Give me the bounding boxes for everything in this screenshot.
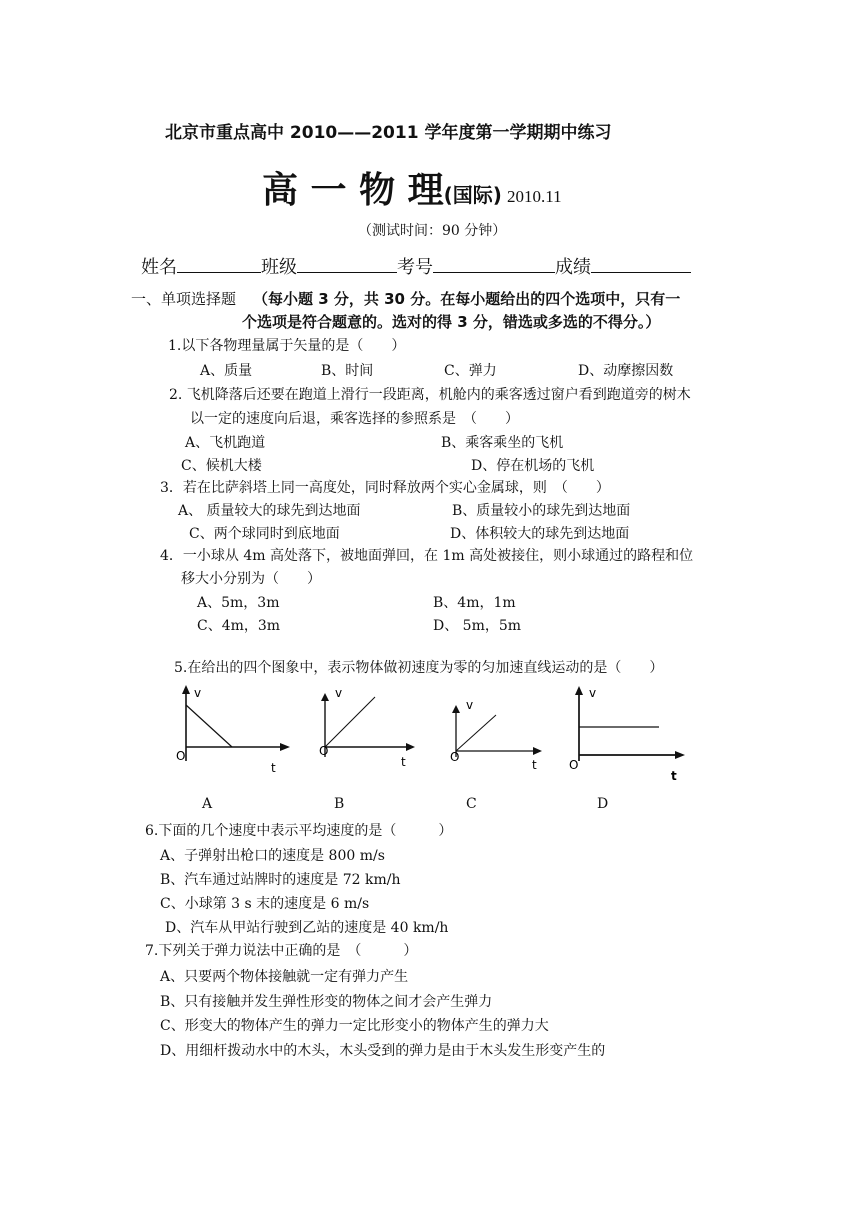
q5-graph-c bbox=[446, 697, 556, 777]
q7-option-b: B、只有接触并发生弹性形变的物体之间才会产生弹力 bbox=[160, 994, 493, 1010]
q7-option-c: C、形变大的物体产生的弹力一定比形变小的物体产生的弹力大 bbox=[160, 1018, 549, 1034]
info-fields bbox=[141, 253, 691, 279]
q5-graph-d bbox=[565, 683, 695, 783]
q2-stem-1: 2. 飞机降落后还要在跑道上滑行一段距离，机舱内的乘客透过窗户看到跑道旁的树木 bbox=[169, 387, 691, 403]
class-blank[interactable] bbox=[297, 256, 397, 273]
exam-no-blank[interactable] bbox=[433, 256, 555, 273]
q2-stem-2: 以一定的速度向后退，乘客选择的参照系是 （ ） bbox=[190, 411, 519, 427]
q4-option-c: C、4m，3m bbox=[197, 618, 281, 634]
q1-option-c: C、弹力 bbox=[444, 363, 497, 379]
q1-option-d: D、动摩擦因数 bbox=[578, 363, 674, 379]
graph-b-origin-label: O bbox=[319, 744, 329, 758]
exam-title: 北京市重点高中 2010——2011 学年度第一学期期中练习 bbox=[165, 123, 612, 143]
graph-d-t-label: t bbox=[671, 769, 677, 783]
q5-graph-a bbox=[170, 683, 300, 778]
subject-tag: (国际) bbox=[443, 183, 502, 207]
graph-c-t-label: t bbox=[532, 758, 537, 772]
section-instruction-2: 个选项是符合题意的。选对的得 3 分，错选或多选的不得分。） bbox=[242, 313, 661, 331]
q5-graph-b bbox=[315, 683, 425, 778]
q3-option-b: B、质量较小的球先到达地面 bbox=[452, 503, 631, 519]
q2-option-b: B、乘客乘坐的飞机 bbox=[441, 435, 564, 451]
q4-stem-1: 4．一小球从 4m 高处落下，被地面弹回，在 1m 高处被接住，则小球通过的路程和位 bbox=[160, 548, 694, 564]
score-blank[interactable] bbox=[591, 256, 691, 273]
q3-option-a: A、 质量较大的球先到达地面 bbox=[178, 503, 361, 519]
q5-graph-c-label: C bbox=[466, 796, 477, 812]
q5-graph-a-label: A bbox=[202, 796, 213, 812]
q2-option-a: A、飞机跑道 bbox=[185, 435, 266, 451]
q4-option-b: B、4m，1m bbox=[433, 595, 516, 611]
q6-stem: 6.下面的几个速度中表示平均速度的是（ ） bbox=[145, 823, 453, 839]
q2-option-c: C、候机大楼 bbox=[181, 458, 262, 474]
time-note: （测试时间：90 分钟） bbox=[358, 223, 507, 239]
q6-option-b: B、汽车通过站牌时的速度是 72 km/h bbox=[160, 872, 401, 888]
q1-option-b: B、时间 bbox=[321, 363, 374, 379]
name-label: 姓名 bbox=[141, 257, 177, 278]
name-blank[interactable] bbox=[177, 256, 261, 273]
exam-date: 2010.11 bbox=[506, 187, 562, 206]
q6-option-d: D、汽车从甲站行驶到乙站的速度是 40 km/h bbox=[165, 920, 449, 936]
graph-a-v-label: v bbox=[194, 686, 202, 700]
graph-c-origin-label: O bbox=[450, 750, 460, 764]
subject-title bbox=[262, 162, 562, 213]
q1-option-a: A、质量 bbox=[200, 363, 253, 379]
q4-option-a: A、5m，3m bbox=[197, 595, 280, 611]
graph-d-v-label: v bbox=[589, 686, 597, 700]
q3-option-c: C、两个球同时到底地面 bbox=[189, 526, 340, 542]
class-label: 班级 bbox=[261, 257, 297, 278]
q7-option-d: D、用细杆拨动水中的木头，木头受到的弹力是由于木头发生形变产生的 bbox=[160, 1043, 606, 1059]
q7-stem: 7.下列关于弹力说法中正确的是 （ ） bbox=[145, 943, 418, 959]
graph-c-v-label: v bbox=[466, 698, 474, 712]
q5-graph-b-label: B bbox=[334, 796, 345, 812]
q3-stem: 3．若在比萨斜塔上同一高度处，同时释放两个实心金属球，则 （ ） bbox=[160, 480, 610, 496]
graph-b-v-label: v bbox=[335, 686, 343, 700]
subject-main: 高 一 物 理 bbox=[262, 170, 444, 211]
graph-a-origin-label: O bbox=[176, 749, 186, 763]
q1-stem: 1.以下各物理量属于矢量的是（ ） bbox=[168, 338, 406, 354]
section-heading: 一、单项选择题 bbox=[131, 290, 237, 308]
score-label: 成绩 bbox=[555, 257, 591, 278]
q6-option-a: A、子弹射出枪口的速度是 800 m/s bbox=[160, 848, 385, 864]
exam-no-label: 考号 bbox=[397, 257, 433, 278]
q3-option-d: D、体积较大的球先到达地面 bbox=[450, 526, 630, 542]
q4-option-d: D、 5m，5m bbox=[433, 618, 522, 634]
section-instruction-1: （每小题 3 分，共 30 分。在每小题给出的四个选项中，只有一 bbox=[253, 290, 681, 308]
graph-d-origin-label: O bbox=[569, 758, 579, 772]
graph-a-t-label: t bbox=[271, 761, 276, 775]
q6-option-c: C、小球第 3 s 末的速度是 6 m/s bbox=[160, 896, 370, 912]
q4-stem-2: 移大小分别为（ ） bbox=[181, 571, 321, 587]
q5-graph-d-label: D bbox=[597, 796, 609, 812]
q7-option-a: A、只要两个物体接触就一定有弹力产生 bbox=[160, 969, 409, 985]
q2-option-d: D、停在机场的飞机 bbox=[471, 458, 595, 474]
q5-stem: 5.在给出的四个图象中，表示物体做初速度为零的匀加速直线运动的是（ ） bbox=[174, 660, 664, 676]
graph-b-t-label: t bbox=[401, 755, 406, 769]
